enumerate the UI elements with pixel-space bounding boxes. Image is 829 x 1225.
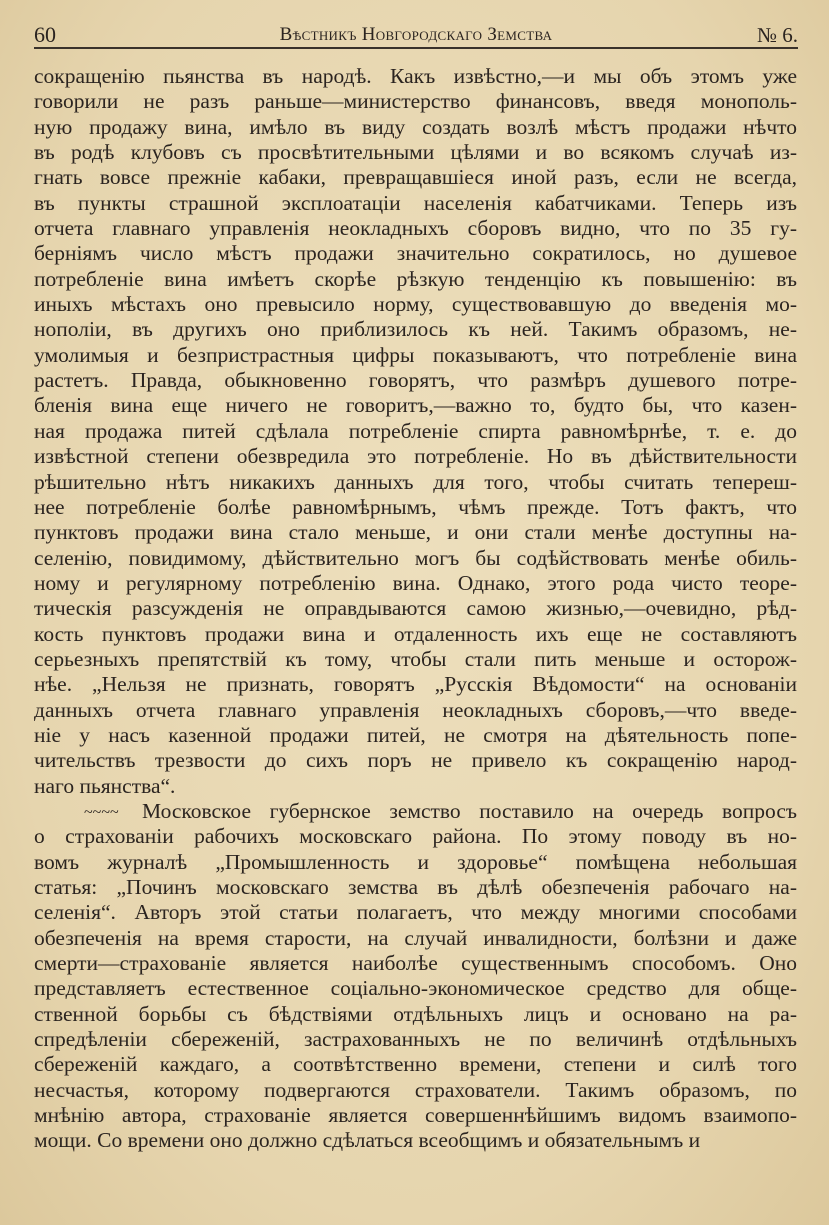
text-line (34, 799, 797, 824)
line-text: извѣстной степени обезвредила это потребленіе. Но въ дѣйствительности (34, 444, 797, 469)
line-text: умолимыя и безпристрастныя цифры показываютъ, что потребленіе вина (34, 342, 797, 367)
line-text: нѣе. „Нельзя не признать, говорятъ „Русскія Вѣдомости“ на основаніи (34, 672, 797, 697)
line-text: ственной борьбы съ бѣдствіями отдѣльныхъ лицъ и основано на ра- (34, 1001, 797, 1026)
line-text: чительствъ трезвости до сихъ поръ не привело къ сокращенію народ- (34, 748, 797, 773)
line-text: тическія разсужденія не оправдываются самою жизнью,—очевидно, рѣд- (34, 596, 797, 621)
text-line (34, 470, 797, 495)
line-text: бленія вина еще ничего не говоритъ,—важно то, будто бы, что казен- (34, 393, 797, 418)
line-text: потребленіе вина имѣетъ скорѣе рѣзкую тенденцію къ повышенію: въ (34, 266, 797, 291)
text-line (34, 140, 797, 165)
text-line (34, 216, 797, 241)
line-text: отчета главнаго управленія неокладныхъ сборовъ видно, что по 35 гу- (34, 216, 797, 241)
text-line (34, 317, 797, 342)
journal-title: Вѣстникъ Новгородскаго Земства (279, 24, 553, 45)
text-line (34, 1002, 797, 1027)
line-text: растетъ. Правда, обыкновенно говорятъ, что размѣръ душевого потре- (34, 368, 797, 393)
text-line (34, 647, 797, 672)
text-line (34, 698, 797, 723)
section-separator: ~~~~ (84, 804, 119, 822)
text-line (34, 546, 797, 571)
text-line (34, 1052, 797, 1077)
text-line (34, 875, 797, 900)
line-text: нее потребленіе болѣе равномѣрнымъ, чѣмъ прежде. Тотъ фактъ, что (34, 494, 797, 519)
text-line (34, 723, 797, 748)
line-text: обезпеченія на время старости, на случай инвалидности, болѣзни и даже (34, 925, 797, 950)
text-line (34, 368, 797, 393)
line-text: статья: „Починъ московскаго земства въ дѣлѣ обезпеченія рабочаго на- (34, 875, 797, 899)
line-text: представляетъ естественное соціально-экономическое средство для обще- (34, 976, 797, 1001)
text-line (34, 824, 797, 849)
line-text: гнать вовсе прежніе кабаки, превращавшіеся иной разъ, если не всегда, (34, 165, 797, 190)
issue-number: № 6. (756, 23, 798, 47)
line-text: несчастья, которому подвергаются страхователи. Такимъ образомъ, по (34, 1077, 797, 1102)
text-line (34, 976, 797, 1001)
text-line (34, 926, 797, 951)
line-text: о страхованіи рабочихъ московскаго района. По этому поводу въ но- (34, 824, 797, 849)
page-number: 60 (34, 22, 56, 47)
text-line (34, 165, 797, 190)
text-line (34, 64, 797, 89)
text-line (34, 292, 797, 317)
line-text: данныхъ отчета главнаго управленія неокладныхъ сборовъ,—что введе- (34, 697, 797, 722)
text-line (34, 951, 797, 976)
line-text: спредѣленіи сбереженій, застрахованныхъ не по величинѣ отдѣльныхъ (34, 1027, 797, 1052)
text-line (34, 241, 797, 266)
text-line (34, 520, 797, 545)
text-line (34, 89, 797, 114)
text-line (34, 672, 797, 697)
line-text: берніямъ число мѣстъ продажи значительно сократилось, но душевое (34, 241, 797, 266)
text-line (34, 343, 797, 368)
text-line (34, 1128, 797, 1153)
text-line (34, 1027, 797, 1052)
line-text: въ родѣ клубовъ съ просвѣтительными цѣлями и во всякомъ случаѣ из- (34, 140, 797, 165)
text-line (34, 419, 797, 444)
line-text: ному и регулярному потребленію вина. Однако, этого рода чисто теоре- (34, 570, 797, 595)
line-text: мощи. Со времени оно должно сдѣлаться всеобщимъ и обязательнымъ и (34, 1128, 701, 1153)
text-line (34, 622, 797, 647)
text-line (34, 191, 797, 216)
text-line (34, 596, 797, 621)
text-line (34, 1103, 797, 1128)
line-text: ную продажу вина, имѣло въ виду создать возлѣ мѣстъ продажи нѣчто (34, 114, 797, 139)
line-text: смерти—страхованіе является наиболѣе существеннымъ способомъ. Оно (34, 951, 797, 976)
text-line (34, 900, 797, 925)
line-text: говорили не разъ раньше—министерство финансовъ, введя монополь- (34, 89, 797, 114)
line-text: кость пунктовъ продажи вина и отдаленность ихъ еще не составляютъ (34, 621, 797, 646)
line-text: иныхъ мѣстахъ оно превысило норму, существовавшую до введенія мо- (34, 292, 797, 317)
line-text: сбереженій каждаго, а соотвѣтственно времени, степени и силѣ того (34, 1052, 797, 1077)
text-line (34, 267, 797, 292)
line-text: наго пьянства“. (34, 773, 176, 798)
text-line (34, 1078, 797, 1103)
text-line (34, 495, 797, 520)
line-text: селенія“. Авторъ этой статьи полагаетъ, что между многими способами (34, 900, 797, 925)
line-text: нополіи, въ другихъ оно приблизилось къ ней. Такимъ образомъ, не- (34, 317, 797, 342)
text-line (34, 444, 797, 469)
line-text: селенію, повидимому, дѣйствительно могъ бы содѣйствовать менѣе обиль- (34, 545, 797, 570)
text-line (34, 571, 797, 596)
text-line (34, 774, 797, 799)
line-text: рѣшительно нѣтъ никакихъ данныхъ для того, чтобы считать тепереш- (34, 469, 797, 494)
text-line (34, 748, 797, 773)
line-text: Московское губернское земство поставило на очередь вопросъ (142, 798, 797, 823)
line-text: сокращенію пьянства въ народѣ. Какъ извѣстно,—и мы объ этомъ уже (34, 64, 797, 88)
line-text: вомъ журналѣ „Промышленность и здоровье“ помѣщена небольшая (34, 849, 797, 874)
line-text: пунктовъ продажи вина стало меньше, и они стали менѣе доступны на- (34, 520, 797, 545)
line-text: ная продажа питей сдѣлала потребленіе спирта равномѣрнѣе, т. е. до (34, 418, 797, 443)
text-line (34, 850, 797, 875)
line-text: мнѣнію автора, страхованіе является совершеннѣйшимъ видомъ взаимопо- (34, 1103, 797, 1128)
line-text: въ пункты страшной эксплоатаціи населенія кабатчиками. Теперь изъ (34, 190, 797, 215)
text-line (34, 393, 797, 418)
header-rule (34, 47, 798, 49)
line-text: серьезныхъ препятствій къ тому, чтобы стали пить меньше и осторож- (34, 646, 797, 671)
body-text (34, 64, 797, 1154)
running-header (34, 18, 798, 50)
line-text: ніе у насъ казенной продажи питей, не смотря на дѣятельность попе- (34, 722, 797, 747)
text-line (34, 115, 797, 140)
